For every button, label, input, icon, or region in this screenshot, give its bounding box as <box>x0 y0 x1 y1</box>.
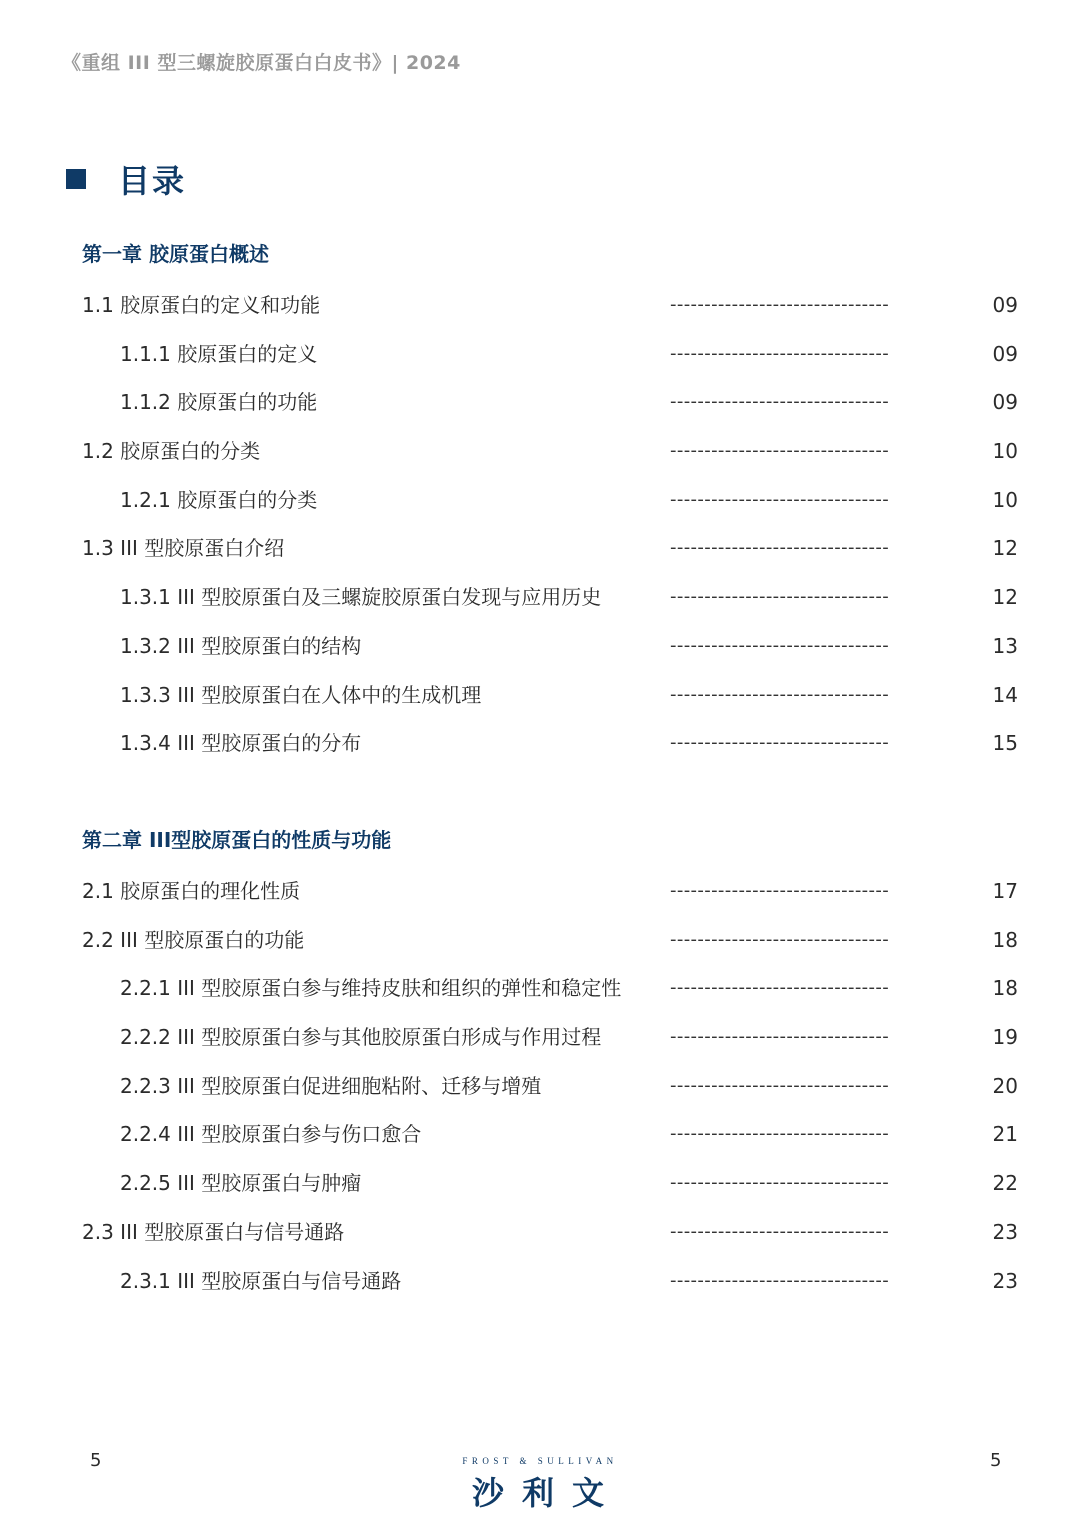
toc-entry[interactable] <box>82 429 1018 478</box>
toc-entry-label: 2.1 胶原蛋白的理化性质 <box>82 879 301 903</box>
chapter-2 <box>82 820 1018 1307</box>
dot-leader: -------------------------------- <box>670 683 890 705</box>
toc-entry-page: 14 <box>992 682 1018 707</box>
toc-entry-page: 23 <box>992 1219 1018 1244</box>
dot-leader: -------------------------------- <box>670 928 890 950</box>
toc-entry-label: 1.1.1 胶原蛋白的定义 <box>120 341 318 366</box>
toc-entry[interactable] <box>82 966 1018 1015</box>
toc-entry-page: 12 <box>992 536 1018 561</box>
dot-leader: -------------------------------- <box>670 1123 890 1145</box>
logo-english-text: FROST & SULLIVAN <box>462 1456 618 1466</box>
dot-leader: -------------------------------- <box>670 1074 890 1096</box>
toc-entry-page: 20 <box>992 1073 1018 1098</box>
toc-entry-page: 21 <box>992 1122 1018 1147</box>
toc-entry[interactable] <box>82 1210 1018 1259</box>
toc-entry[interactable] <box>82 1161 1018 1210</box>
toc-entry[interactable] <box>82 380 1018 429</box>
toc-entry-page: 18 <box>992 976 1018 1001</box>
chapter-1 <box>82 234 1018 770</box>
toc-entry-page: 09 <box>992 341 1018 366</box>
dot-leader: -------------------------------- <box>670 342 890 364</box>
toc-entry[interactable] <box>82 869 1018 918</box>
dot-leader: -------------------------------- <box>670 537 890 559</box>
toc-entry-page: 10 <box>992 487 1018 512</box>
dot-leader: -------------------------------- <box>670 977 890 999</box>
toc-entry[interactable] <box>82 721 1018 770</box>
toc-entry[interactable] <box>82 1015 1018 1064</box>
toc-entry-page: 17 <box>992 879 1018 903</box>
toc-entry-page: 13 <box>992 633 1018 658</box>
chapter-heading: 第一章 胶原蛋白概述 <box>82 242 269 266</box>
toc-entry[interactable] <box>82 283 1018 332</box>
chapter-heading: 第二章 III型胶原蛋白的性质与功能 <box>82 828 392 852</box>
page-number-right: 5 <box>990 1450 1002 1471</box>
toc-entry-label: 1.1.2 胶原蛋白的功能 <box>120 390 318 415</box>
logo-chinese-text: 沙利文 <box>471 1474 622 1512</box>
toc-entry[interactable] <box>82 478 1018 527</box>
toc-entry[interactable] <box>82 918 1018 967</box>
toc-entry-label: 1.3 III 型胶原蛋白介绍 <box>82 536 285 561</box>
toc-entry-page: 15 <box>992 731 1018 756</box>
toc-entry[interactable] <box>82 332 1018 381</box>
toc-entry-label: 1.2 胶原蛋白的分类 <box>82 439 261 464</box>
toc-entry[interactable] <box>82 673 1018 722</box>
toc-entry-page: 19 <box>992 1025 1018 1050</box>
dot-leader: -------------------------------- <box>670 391 890 413</box>
toc-entry-label: 1.3.2 III 型胶原蛋白的结构 <box>120 633 362 658</box>
toc-entry-label: 1.3.3 III 型胶原蛋白在人体中的生成机理 <box>120 682 482 707</box>
dot-leader: -------------------------------- <box>670 880 890 901</box>
dot-leader: -------------------------------- <box>670 586 890 608</box>
frost-sullivan-logo <box>440 1456 640 1514</box>
toc-entry[interactable] <box>82 624 1018 673</box>
toc-entry-page: 22 <box>992 1171 1018 1196</box>
dot-leader: -------------------------------- <box>670 488 890 510</box>
dot-leader: -------------------------------- <box>670 1026 890 1048</box>
dot-leader: -------------------------------- <box>670 440 890 462</box>
dot-leader: -------------------------------- <box>670 634 890 656</box>
running-header: 《重组 III 型三螺旋胶原蛋白白皮书》| 2024 <box>62 52 461 74</box>
dot-leader: -------------------------------- <box>670 1269 890 1291</box>
toc-entry-label: 2.2.5 III 型胶原蛋白与肿瘤 <box>120 1171 362 1196</box>
toc-entry-label: 2.2.1 III 型胶原蛋白参与维持皮肤和组织的弹性和稳定性 <box>120 976 622 1001</box>
toc-entry-page: 18 <box>992 927 1018 952</box>
toc-entry-label: 2.2 III 型胶原蛋白的功能 <box>82 927 305 952</box>
square-bullet-icon <box>66 169 86 189</box>
toc-entry-label: 2.3 III 型胶原蛋白与信号通路 <box>82 1219 345 1244</box>
dot-leader: -------------------------------- <box>670 294 890 315</box>
toc-entry-label: 2.2.3 III 型胶原蛋白促进细胞粘附、迁移与增殖 <box>120 1073 542 1098</box>
toc-entry[interactable] <box>82 1259 1018 1308</box>
toc-entry[interactable] <box>82 1112 1018 1161</box>
toc-entry-label: 2.2.4 III 型胶原蛋白参与伤口愈合 <box>120 1122 422 1147</box>
toc-entry[interactable] <box>82 1064 1018 1113</box>
toc-entry-label: 1.2.1 胶原蛋白的分类 <box>120 487 318 512</box>
toc-entry-label: 2.3.1 III 型胶原蛋白与信号通路 <box>120 1268 402 1293</box>
toc-entry-page: 23 <box>992 1268 1018 1293</box>
dot-leader: -------------------------------- <box>670 732 890 754</box>
toc-entry-page: 09 <box>992 293 1018 317</box>
page-number-left: 5 <box>90 1450 102 1471</box>
toc-entry-label: 1.1 胶原蛋白的定义和功能 <box>82 293 321 317</box>
toc-title-row <box>66 156 186 202</box>
toc-entry-label: 1.3.4 III 型胶原蛋白的分布 <box>120 731 362 756</box>
dot-leader: -------------------------------- <box>670 1220 890 1242</box>
toc-entry-page: 12 <box>992 585 1018 610</box>
toc-entry-page: 09 <box>992 390 1018 415</box>
toc-entry-label: 1.3.1 III 型胶原蛋白及三螺旋胶原蛋白发现与应用历史 <box>120 585 602 610</box>
toc-entry[interactable] <box>82 526 1018 575</box>
toc-entry-page: 10 <box>992 439 1018 464</box>
dot-leader: -------------------------------- <box>670 1172 890 1194</box>
toc-entry[interactable] <box>82 575 1018 624</box>
toc-entry-label: 2.2.2 III 型胶原蛋白参与其他胶原蛋白形成与作用过程 <box>120 1025 602 1050</box>
toc-title: 目录 <box>118 162 187 200</box>
